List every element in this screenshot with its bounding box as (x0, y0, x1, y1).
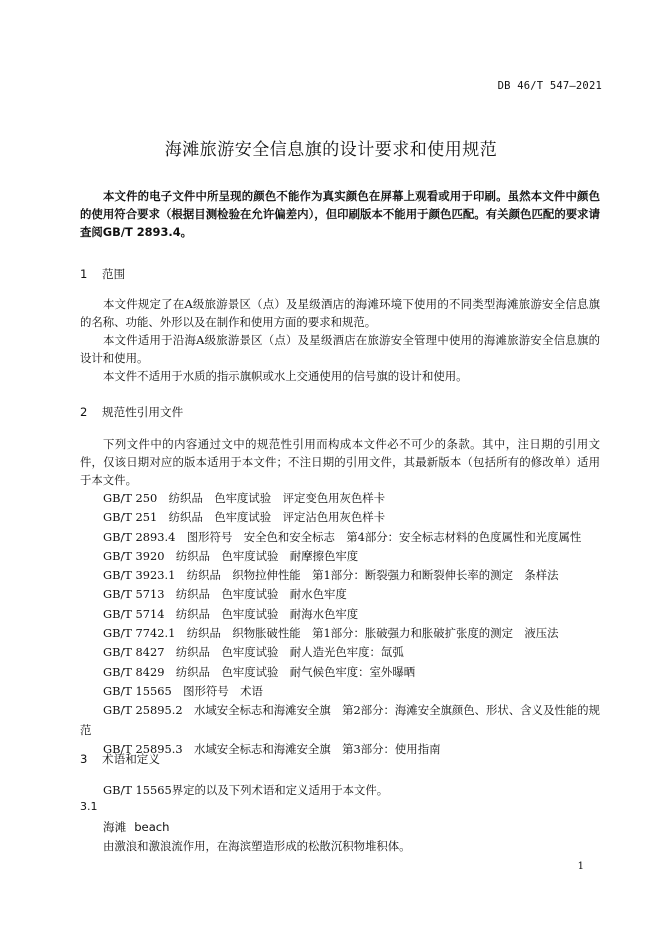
section-3-heading (80, 751, 160, 767)
reference-item: GB/T 5713 纺织品 色牢度试验 耐水色牢度 (103, 587, 347, 602)
reference-item: GB/T 2893.4 图形符号 安全色和安全标志 第4部分：安全标志材料的色度属性和光度属性 (103, 529, 582, 544)
section-3-intro (80, 781, 600, 799)
document-title: 海滩旅游安全信息旗的设计要求和使用规范 (164, 140, 498, 160)
reference-item: GB/T 3920 纺织品 色牢度试验 耐摩擦色牢度 (103, 548, 359, 563)
term-name (103, 819, 170, 835)
term-name-en: beach (134, 820, 170, 834)
section-title: 范围 (102, 267, 126, 281)
section-2-intro (80, 435, 600, 489)
section-1-heading (80, 266, 125, 282)
reference-item: GB/T 15565 图形符号 术语 (103, 683, 263, 698)
term-number: 3.1 (80, 800, 98, 813)
term-definition: 由激浪和激浪流作用，在海滨塑造形成的松散沉积物堆积体。 (103, 839, 411, 853)
paragraph: 本文件规定了在A级旅游景区（点）及星级酒店的海滩环境下使用的不同类型海滩旅游安全信息旗的名称、功能、外形以及在制作和使用方面的要求和规范。 (80, 297, 600, 329)
paragraph: 本文件不适用于水质的指示旗帜或水上交通使用的信号旗的设计和使用。 (103, 369, 468, 383)
term-name-zh: 海滩 (103, 820, 127, 834)
paragraph: 本文件适用于沿海A级旅游景区（点）及星级酒店在旅游安全管理中使用的海滩旅游安全信息旗的设计和使用。 (80, 333, 600, 365)
page-number: 1 (577, 861, 584, 872)
paragraph: 下列文件中的内容通过文中的规范性引用而构成本文件必不可少的条款。其中，注日期的引用文件，仅该日期对应的版本适用于本文件；不注日期的引用文件，其最新版本（包括所有的修改单）适用于本文件。 (80, 437, 600, 487)
reference-item: GB/T 25895.3 水域安全标志和海滩安全旗 第3部分：使用指南 (103, 741, 441, 756)
reference-item: GB/T 250 纺织品 色牢度试验 评定变色用灰色样卡 (103, 491, 386, 505)
section-2-heading (80, 404, 183, 420)
reference-item: GB/T 7742.1 纺织品 织物胀破性能 第1部分：胀破强力和胀破扩张度的测定 液压法 (103, 626, 559, 641)
standard-code: DB 46/T 547—2021 (497, 80, 602, 92)
color-notice (80, 187, 600, 241)
reference-item: GB/T 5714 纺织品 色牢度试验 耐海水色牢度 (103, 606, 359, 621)
section-number: 2 (80, 405, 88, 419)
color-notice-text: 本文件的电子文件中所呈现的颜色不能作为真实颜色在屏幕上观看或用于印刷。虽然本文件中颜色的使用符合要求（根据目测检验在允许偏差内），但印刷版本不能用于颜色匹配。有关颜色匹配的要求请查阅GB/T 2893.4。 (80, 189, 600, 239)
section-title: 规范性引用文件 (102, 405, 184, 419)
reference-item: GB/T 3923.1 纺织品 织物拉伸性能 第1部分：断裂强力和断裂伸长率的测定 条样法 (103, 568, 559, 583)
section-title: 术语和定义 (102, 752, 160, 766)
reference-item: GB/T 8427 纺织品 色牢度试验 耐人造光色牢度：氙弧 (103, 645, 404, 660)
paragraph: GB/T 15565界定的以及下列术语和定义适用于本文件。 (103, 783, 389, 797)
reference-list (80, 489, 600, 759)
reference-item: GB/T 251 纺织品 色牢度试验 评定沾色用灰色样卡 (103, 510, 386, 525)
reference-item: GB/T 25895.2 水域安全标志和海滩安全旗 第2部分：海滩安全旗颜色、形状、含义及性能的规范 (80, 703, 600, 737)
section-number: 3 (80, 752, 88, 766)
section-number: 1 (80, 267, 88, 281)
section-1-body (80, 295, 600, 385)
reference-item: GB/T 8429 纺织品 色牢度试验 耐气候色牢度：室外曝晒 (103, 664, 416, 679)
